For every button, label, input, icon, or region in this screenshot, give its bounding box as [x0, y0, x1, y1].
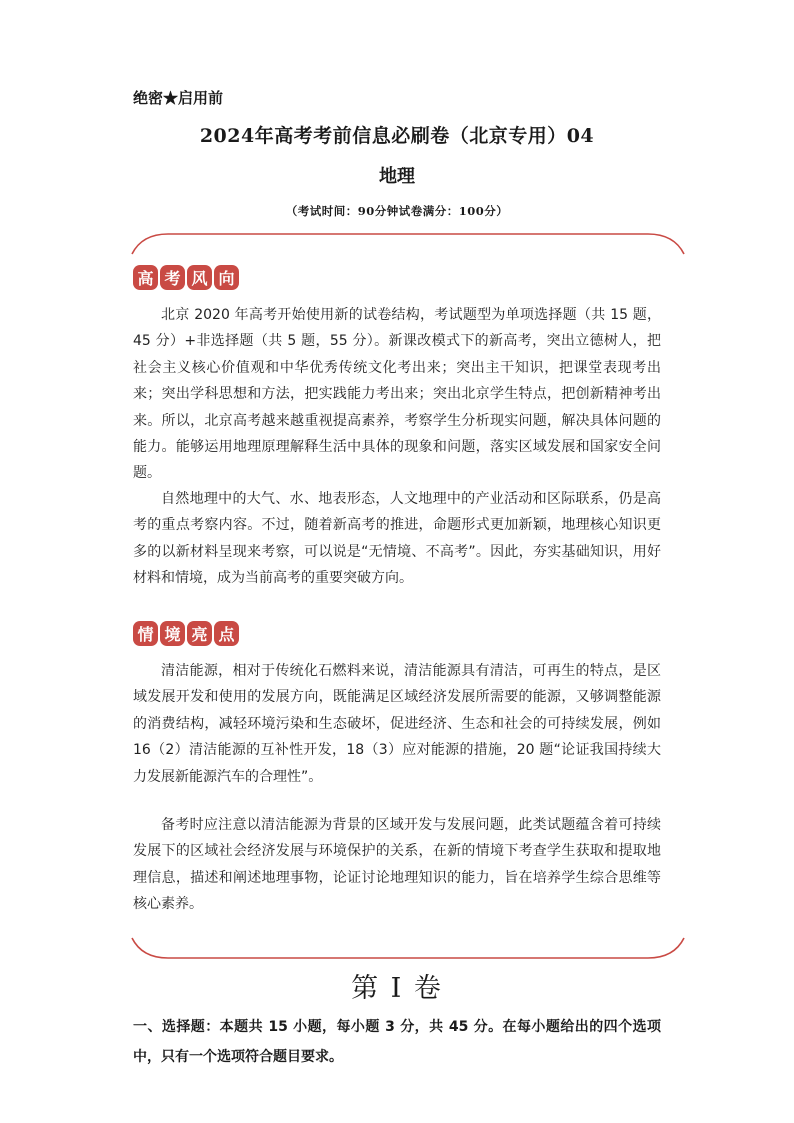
- bottom-arc-divider: [128, 936, 688, 960]
- badge-char: 情: [133, 621, 158, 646]
- badge-char: 考: [160, 265, 185, 290]
- section-instructions: 一、选择题：本题共 15 小题，每小题 3 分，共 45 分。在每小题给出的四个选项中，只有一个选项符合题目要求。: [133, 1019, 661, 1065]
- top-arc-divider: [128, 232, 688, 256]
- badge-char: 亮: [187, 621, 212, 646]
- paragraph: 清洁能源，相对于传统化石燃料来说，清洁能源具有清洁，可再生的特点，是区域发展开发和使用的发展方向，既能满足区域经济发展所需要的能源，又够调整能源的消费结构，减轻环境污染和生态破坏，促进经济、生态和社会的可持续发展，例如 16（2）清洁能源的互补性开发，18（3）应对能源的措施，20 题“论证我国持续大力发展新能源汽车的合理性”。: [133, 663, 661, 785]
- exam-title: 2024年高考考前信息必刷卷（北京专用）04: [199, 125, 595, 147]
- badge-char: 向: [214, 265, 239, 290]
- badge-char: 风: [187, 265, 212, 290]
- paragraph: 自然地理中的大气、水、地表形态，人文地理中的产业活动和区际联系，仍是高考的重点考察内容。不过，随着新高考的推进，命题形式更加新颖，地理核心知识更多的以新材料呈现来考察，可以说是“无情境、不高考”。因此，夯实基础知识，用好材料和情境，成为当前高考的重要突破方向。: [133, 491, 661, 587]
- paragraph: 北京 2020 年高考开始使用新的试卷结构，考试题型为单项选择题（共 15 题，45 分）+非选择题（共 5 题，55 分）。新课改模式下的新高考，突出立德树人，把社会主义核心价值观和中华优秀传统文化考出来；突出主干知识，把课堂表现考出来；突出学科思想和方法，把实践能力考出来；突出北京学生特点，把创新精神考出来。所以，北京高考越来越重视提高素养，考察学生分析现实问题，解决具体问题的能力。能够运用地理原理解释生活中具体的现象和问题，落实区域发展和国家安全问题。: [133, 307, 661, 482]
- subject-title: 地理: [379, 166, 415, 187]
- section-badge-gaokao-trend: [133, 265, 241, 291]
- paragraph: 备考时应注意以清洁能源为背景的区域开发与发展问题，此类试题蕴含着可持续发展下的区域社会经济发展与环境保护的关系，在新的情境下考查学生获取和提取地理信息，描述和阐述地理事物，论证讨论地理知识的能力，旨在培养学生综合思维等核心素养。: [133, 817, 661, 913]
- exam-time-info: （考试时间：90分钟试卷满分：100分）: [285, 204, 509, 218]
- volume-title: 第 I 卷: [351, 973, 443, 1004]
- confidential-label: 绝密★启用前: [133, 89, 224, 107]
- badge-char: 高: [133, 265, 158, 290]
- badge-char: 境: [160, 621, 185, 646]
- section-badge-context-highlights: [133, 621, 241, 647]
- badge-char: 点: [214, 621, 239, 646]
